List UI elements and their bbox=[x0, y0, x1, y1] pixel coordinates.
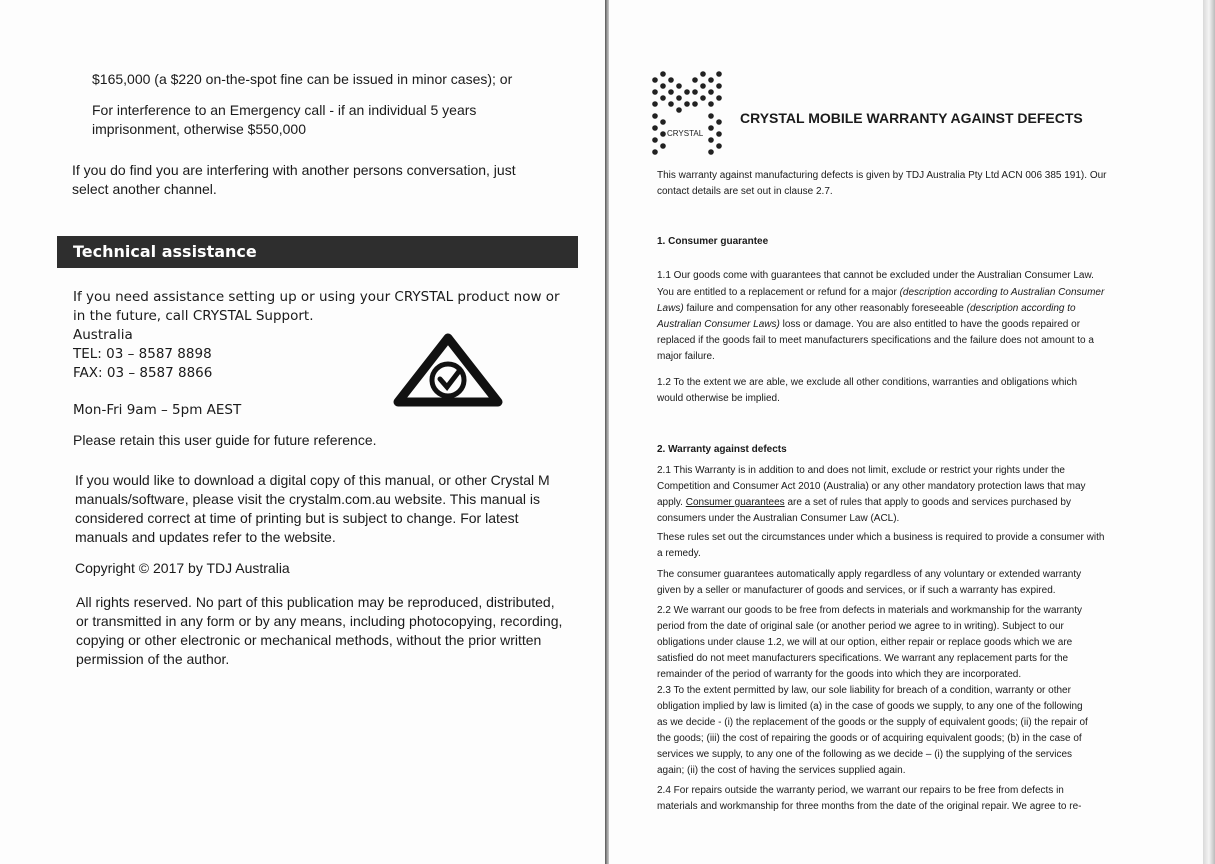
rules-line-2: a remedy. bbox=[657, 548, 701, 559]
clause-2-4-line-1: 2.4 For repairs outside the warranty period, we warrant our repairs to be free from defects in bbox=[657, 785, 1064, 796]
contact-country: Australia bbox=[73, 327, 133, 343]
auto-line-1: The consumer guarantees automatically apply regardless of any voluntary or extended warranty bbox=[657, 569, 1082, 580]
clause-2-3-line-5: services we supply, to any one of the following as we decide – (i) the supplying of the services bbox=[657, 749, 1073, 760]
crystal-logo-icon bbox=[649, 70, 729, 160]
section-1-heading: 1. Consumer guarantee bbox=[657, 236, 769, 247]
clause-2-2-line-5: remainder of the period of warranty for the goods into which they are incorporated. bbox=[657, 669, 1022, 680]
clause-1-1-line-2: You are entitled to a replacement or refund for a major (description according to Australian Consumer bbox=[657, 287, 1105, 298]
rules-line-1: These rules set out the circumstances under which a business is required to provide a consumer with bbox=[657, 532, 1105, 543]
auto-line-2: given by a seller or manufacturer of goods and services, or if such a warranty has expired. bbox=[657, 585, 1056, 596]
clause-2-3-line-6: again; (ii) the cost of having the services supplied again. bbox=[657, 765, 906, 776]
clause-2-2-line-4: satisfied do not meet manufacturers specifications. We warrant any replacement parts for the bbox=[657, 653, 1069, 664]
clause-2-1-line-2: Competition and Consumer Act 2010 (Australia) or any other mandatory protection laws that may bbox=[657, 481, 1086, 492]
clause-1-1-line-1: 1.1 Our goods come with guarantees that cannot be excluded under the Australian Consumer Law. bbox=[657, 270, 1094, 281]
clause-2-2-line-3: obligations under clause 1.2, we will at our option, either repair or replace goods which we are bbox=[657, 637, 1073, 648]
page-edge bbox=[1203, 0, 1215, 864]
clause-1-1-line-3: Laws) failure and compensation for any other reasonably foreseeable (description according to bbox=[657, 303, 1076, 314]
clause-2-1-line-1: 2.1 This Warranty is in addition to and does not limit, exclude or restrict your rights under the bbox=[657, 465, 1065, 476]
intro-line-2: contact details are set out in clause 2.7. bbox=[657, 186, 833, 197]
warranty-title: CRYSTAL MOBILE WARRANTY AGAINST DEFECTS bbox=[740, 110, 1083, 126]
clause-1-2-line-1: 1.2 To the extent we are able, we exclude all other conditions, warranties and obligations which bbox=[657, 377, 1078, 388]
intro-line-1: This warranty against manufacturing defects is given by TDJ Australia Pty Ltd ACN 006 385 191). Our bbox=[657, 170, 1107, 181]
section-2-heading: 2. Warranty against defects bbox=[657, 444, 787, 455]
clause-2-3-line-4: the goods; (iii) the cost of repairing the goods or of acquiring equivalent goods; (b) in the case of bbox=[657, 733, 1082, 744]
clause-2-2-line-1: 2.2 We warrant our goods to be free from defects in materials and workmanship for the warranty bbox=[657, 605, 1083, 616]
contact-tel: TEL: 03 – 8587 8898 bbox=[73, 346, 212, 362]
clause-2-1-line-4: consumers under the Australian Consumer Law (ACL). bbox=[657, 513, 900, 524]
emergency-text-1: For interference to an Emergency call - if an individual 5 years bbox=[92, 102, 477, 118]
logo-wordmark: CRYSTAL bbox=[667, 129, 704, 138]
right-page bbox=[609, 0, 1203, 864]
download-line-1: If you would like to download a digital copy of this manual, or other Crystal M bbox=[75, 472, 550, 488]
download-line-4: manuals and updates refer to the website. bbox=[75, 529, 336, 545]
channel-text-1: If you do find you are interfering with another persons conversation, just bbox=[72, 162, 516, 178]
clause-2-4-line-2: materials and workmanship for three months from the date of the original repair. We agree to re- bbox=[657, 801, 1082, 812]
clause-2-3-line-1: 2.3 To the extent permitted by law, our sole liability for breach of a condition, warranty or other bbox=[657, 685, 1071, 696]
rcm-compliance-icon bbox=[390, 330, 506, 412]
contact-line-1: If you need assistance setting up or using your CRYSTAL product now or bbox=[73, 289, 560, 305]
rights-line-4: permission of the author. bbox=[76, 651, 230, 667]
rights-line-2: or transmitted in any form or by any means, including photocopying, recording, bbox=[76, 613, 563, 629]
rights-line-3: copying or other electronic or mechanical methods, without the prior written bbox=[76, 632, 542, 648]
retain-guide-text: Please retain this user guide for future reference. bbox=[73, 432, 377, 448]
clause-2-2-line-2: period from the date of original sale (or another period we agree to in writing). Subject to our bbox=[657, 621, 1064, 632]
copyright-text: Copyright © 2017 by TDJ Australia bbox=[75, 560, 290, 576]
emergency-text-2: imprisonment, otherwise $550,000 bbox=[92, 121, 307, 137]
support-hours: Mon-Fri 9am – 5pm AEST bbox=[73, 402, 242, 418]
download-line-2: manuals/software, please visit the crystalm.com.au website. This manual is bbox=[75, 491, 541, 507]
clause-2-3-line-2: obligation implied by law is limited (a) in the case of goods we supply, to any one of the following bbox=[657, 701, 1083, 712]
clause-1-1-line-5: replaced if the goods fail to meet manufacturers specifications and the failure does not amount to a bbox=[657, 335, 1094, 346]
rights-line-1: All rights reserved. No part of this publication may be reproduced, distributed, bbox=[76, 594, 555, 610]
contact-fax: FAX: 03 – 8587 8866 bbox=[73, 365, 213, 381]
consumer-guarantees-link[interactable]: Consumer guarantees bbox=[685, 497, 785, 508]
channel-text-2: select another channel. bbox=[72, 181, 217, 197]
clause-1-2-line-2: would otherwise be implied. bbox=[657, 393, 780, 404]
clause-1-1-line-6: major failure. bbox=[657, 351, 715, 362]
left-page bbox=[0, 0, 606, 864]
clause-1-1-line-4: Australian Consumer Laws) loss or damage. You are also entitled to have the goods repaired or bbox=[657, 319, 1081, 330]
contact-line-2: in the future, call CRYSTAL Support. bbox=[73, 308, 314, 324]
technical-assistance-heading: Technical assistance bbox=[57, 236, 578, 268]
fine-text: $165,000 (a $220 on-the-spot fine can be issued in minor cases); or bbox=[92, 71, 513, 87]
download-line-3: considered correct at time of printing but is subject to change. For latest bbox=[75, 510, 519, 526]
clause-2-3-line-3: as we decide - (i) the replacement of the goods or the supply of equivalent goods; (ii) the repair of bbox=[657, 717, 1088, 728]
clause-2-1-line-3: apply. Consumer guarantees are a set of rules that apply to goods and services purchased by bbox=[657, 497, 1071, 508]
